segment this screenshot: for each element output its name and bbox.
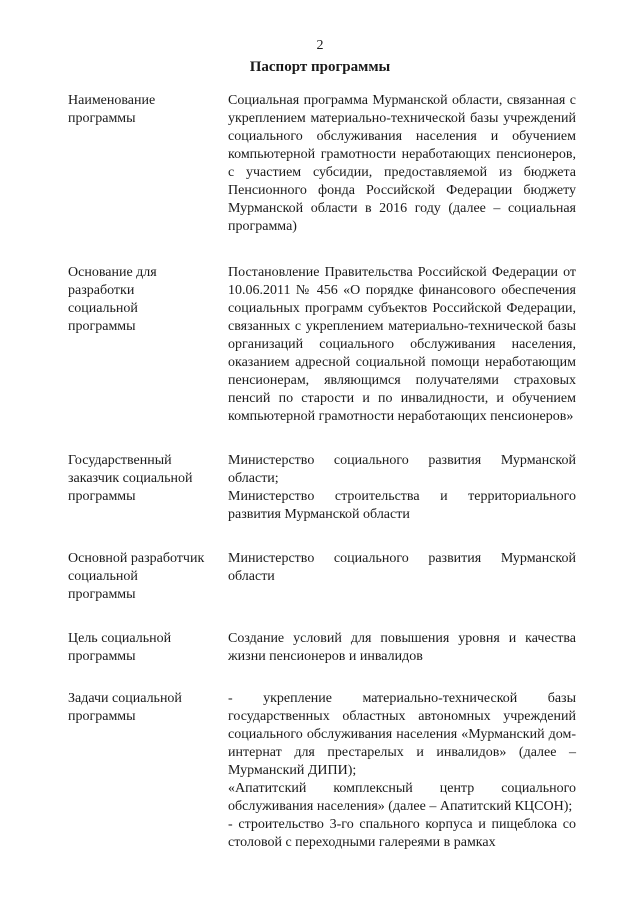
row-value xyxy=(228,264,576,426)
row-paragraph: Министерство социального развития Мурманской области; xyxy=(228,453,576,486)
row-value xyxy=(228,452,576,524)
row-paragraph: - укрепление материально-технической базы государственных областных автономных учреждений социального обслуживания населения «Мурманский дом-интернат для престарелых и инвалидов» (далее – Мурманский ДИПИ); xyxy=(228,691,576,778)
passport-row-basis xyxy=(68,264,576,426)
program-passport-table xyxy=(68,92,576,878)
document-title: Паспорт программы xyxy=(249,59,391,75)
row-paragraph: Создание условий для повышения уровня и качества жизни пенсионеров и инвалидов xyxy=(228,631,576,664)
row-label: Задачи социальной программы xyxy=(68,691,182,724)
passport-row-goal xyxy=(68,630,576,666)
row-paragraph: «Апатитский комплексный центр социального обслуживания населения» (далее – Апатитский КЦСОН); xyxy=(228,781,576,814)
passport-row-tasks xyxy=(68,690,576,852)
row-label: Основание для разработки социальной программы xyxy=(68,265,157,334)
row-paragraph: Социальная программа Мурманской области, связанная с укреплением материально-технической базы учреждений социального обслуживания населения и обучением компьютерной грамотности неработающих пенсионеров, с участием субсидии, предоставляемой из бюджета Пенсионного фонда Российской Федерации бюджету Мурманской области в 2016 году (далее – социальная программа) xyxy=(228,93,576,234)
row-paragraph: Министерство строительства и территориального развития Мурманской области xyxy=(228,489,576,522)
row-value xyxy=(228,92,576,236)
page-number: 2 xyxy=(316,38,324,53)
row-label: Основной разработчик социальной программы xyxy=(68,551,205,602)
row-value xyxy=(228,690,576,852)
row-paragraph: Постановление Правительства Российской Федерации от 10.06.2011 № 456 «О порядке финансового обеспечения социальных программ субъектов Российской Федерации, связанных с укреплением материально-технической базы организаций социального обслуживания населения, оказанием адресной социальной помощи неработающим пенсионерам, являющимся получателями страховых пенсий по старости и по инвалидности, и обучением компьютерной грамотности неработающих пенсионеров» xyxy=(228,265,576,424)
row-label: Государственный заказчик социальной программы xyxy=(68,453,193,504)
row-label: Цель социальной программы xyxy=(68,631,172,664)
passport-row-customer xyxy=(68,452,576,524)
row-paragraph: - строительство 3-го спального корпуса и пищеблока со столовой с переходными галереями в рамках xyxy=(228,817,576,850)
row-paragraph: Министерство социального развития Мурманской области xyxy=(228,551,576,584)
row-label: Наименование программы xyxy=(68,93,156,126)
row-value xyxy=(228,630,576,666)
passport-row-developer xyxy=(68,550,576,604)
row-value xyxy=(228,550,576,586)
passport-row-name xyxy=(68,92,576,236)
